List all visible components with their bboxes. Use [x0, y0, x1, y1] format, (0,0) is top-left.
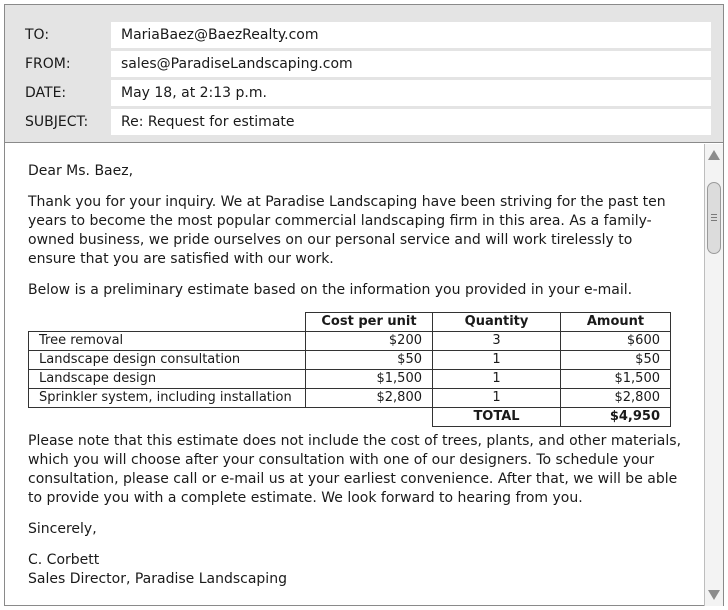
- table-row: [29, 332, 671, 351]
- col-header-quantity: Quantity: [433, 313, 561, 332]
- from-row: [25, 51, 353, 77]
- item-cell: Sprinkler system, including installation: [29, 389, 306, 408]
- greeting: Dear Ms. Baez,: [28, 163, 134, 179]
- to-field[interactable]: MariaBaez@BaezRealty.com: [111, 22, 711, 48]
- arrow-down-icon[interactable]: [708, 590, 720, 600]
- paragraph-intro: Thank you for your inquiry. We at Paradise Landscaping have been striving for the past ten years to become the most popular commercial landscaping firm in this area. As a family-owned business, we pride ourselves on our personal service and will work tirelessly to ensure that you are satisfied with our work.: [28, 194, 666, 267]
- signature-name: C. Corbett: [28, 552, 100, 568]
- to-row: [25, 22, 319, 48]
- qty-cell: 1: [433, 389, 561, 408]
- total-blank: [29, 408, 306, 427]
- subject-field[interactable]: Re: Request for estimate: [111, 109, 711, 135]
- table-header-blank: [29, 313, 306, 332]
- estimate-table: [28, 312, 671, 427]
- qty-cell: 1: [433, 370, 561, 389]
- from-field[interactable]: sales@ParadiseLandscaping.com: [111, 51, 711, 77]
- closing: Sincerely,: [28, 521, 97, 537]
- table-row: [29, 389, 671, 408]
- grip-line: [711, 217, 717, 218]
- total-label: TOTAL: [433, 408, 561, 427]
- date-row: [25, 80, 267, 106]
- from-label: FROM:: [25, 56, 71, 72]
- item-cell: Landscape design consultation: [29, 351, 306, 370]
- table-row: [29, 351, 671, 370]
- email-window: [4, 4, 724, 606]
- date-field[interactable]: May 18, at 2:13 p.m.: [111, 80, 711, 106]
- subject-row: [25, 109, 295, 135]
- paragraph-estimate-lead: Below is a preliminary estimate based on the information you provided in your e-mail.: [28, 282, 633, 298]
- email-body: [5, 144, 703, 606]
- amount-cell: $2,800: [561, 389, 671, 408]
- amount-cell: $1,500: [561, 370, 671, 389]
- grip-line: [711, 220, 717, 221]
- paragraph-note: Please note that this estimate does not include the cost of trees, plants, and other materials, which you will choose after your consultation with one of our designers. To schedule your consultation, please call or e-mail us at your earliest convenience. After that, we will be able to provide you with a complete estimate. We look forward to hearing from you.: [28, 433, 682, 506]
- qty-cell: 1: [433, 351, 561, 370]
- qty-cell: 3: [433, 332, 561, 351]
- total-row: [29, 408, 671, 427]
- cost-cell: $1,500: [306, 370, 433, 389]
- grip-line: [711, 214, 717, 215]
- table-row: [29, 370, 671, 389]
- item-cell: Tree removal: [29, 332, 306, 351]
- col-header-amount: Amount: [561, 313, 671, 332]
- arrow-up-icon[interactable]: [708, 150, 720, 160]
- table-header-row: [29, 313, 671, 332]
- amount-cell: $50: [561, 351, 671, 370]
- vertical-scrollbar[interactable]: [704, 144, 723, 606]
- to-label: TO:: [25, 27, 50, 43]
- cost-cell: $2,800: [306, 389, 433, 408]
- cost-cell: $200: [306, 332, 433, 351]
- email-header: [5, 5, 723, 143]
- subject-label: SUBJECT:: [25, 114, 89, 130]
- date-label: DATE:: [25, 85, 67, 101]
- cost-cell: $50: [306, 351, 433, 370]
- signature-title: Sales Director, Paradise Landscaping: [28, 571, 287, 587]
- item-cell: Landscape design: [29, 370, 306, 389]
- amount-cell: $600: [561, 332, 671, 351]
- total-value: $4,950: [561, 408, 671, 427]
- scroll-thumb[interactable]: [707, 182, 721, 254]
- col-header-cost: Cost per unit: [306, 313, 433, 332]
- total-blank: [306, 408, 433, 427]
